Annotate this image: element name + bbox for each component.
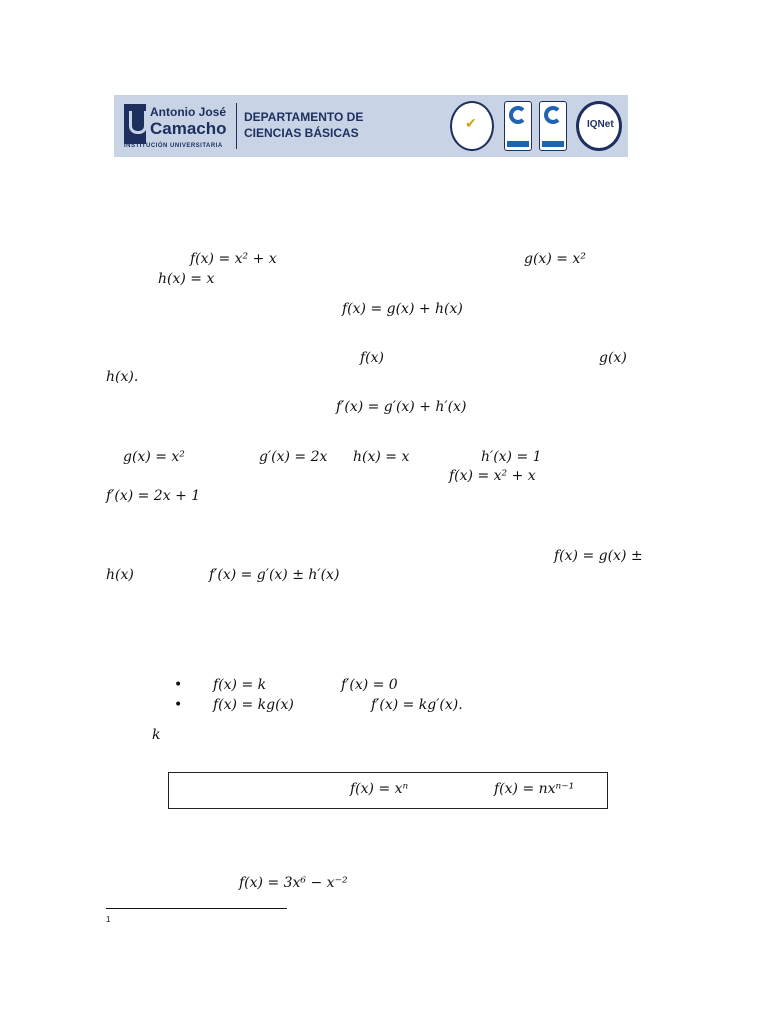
banner-divider	[236, 103, 237, 149]
f-reference: f(x)	[360, 350, 385, 366]
certification-badge-icon	[539, 101, 567, 151]
bullet-marker: •	[174, 697, 183, 713]
h-prime: h′(x) = 1	[481, 449, 542, 465]
footnote-number: 1	[106, 915, 111, 924]
quality-seal-icon	[450, 101, 494, 151]
power-derivative: f(x) = nxⁿ⁻¹	[494, 781, 575, 797]
sum-decomposition: f(x) = g(x) + h(x)	[342, 301, 463, 317]
h-definition: h(x) = x	[158, 271, 215, 287]
h-reference: h(x).	[106, 369, 139, 385]
logo-text-line1: Antonio José	[150, 105, 227, 119]
example-function: f(x) = 3x⁶ − x⁻²	[239, 875, 348, 891]
iqnet-badge-icon	[576, 101, 622, 151]
f-again: f(x) = x² + x	[449, 468, 536, 484]
department-line1: DEPARTAMENTO DE	[244, 110, 364, 124]
power-function: f(x) = xⁿ	[350, 781, 409, 797]
sum-rule: f′(x) = g′(x) + h′(x)	[336, 399, 467, 415]
iqnet-label: IQNet	[587, 119, 614, 130]
g-definition: g(x) = x²	[524, 251, 586, 267]
constant-function: f(x) = k	[213, 677, 267, 693]
institution-logo-icon	[124, 104, 146, 144]
g-reference: g(x)	[599, 350, 627, 366]
h-again: h(x) = x	[353, 449, 410, 465]
general-h: h(x)	[106, 567, 134, 583]
footnote-separator	[106, 908, 287, 909]
scaled-derivative: f′(x) = kg′(x).	[371, 697, 463, 713]
bullet-marker: •	[174, 677, 183, 693]
f-definition: f(x) = x² + x	[190, 251, 277, 267]
logo-subtitle: INSTITUCIÓN UNIVERSITARIA	[124, 143, 223, 149]
certification-badge-icon	[504, 101, 532, 151]
department-line2: CIENCIAS BÁSICAS	[244, 126, 359, 140]
g-again: g(x) = x²	[123, 449, 185, 465]
k-constant-note: k	[152, 727, 161, 743]
logo-text-line2: Camacho	[150, 119, 227, 138]
constant-derivative: f′(x) = 0	[341, 677, 398, 693]
g-prime: g′(x) = 2x	[259, 449, 328, 465]
general-f: f(x) = g(x) ±	[554, 548, 643, 564]
header-banner	[114, 95, 628, 157]
scaled-function: f(x) = kg(x)	[213, 697, 294, 713]
general-rule: f′(x) = g′(x) ± h′(x)	[209, 567, 340, 583]
f-prime-result: f′(x) = 2x + 1	[106, 488, 201, 504]
